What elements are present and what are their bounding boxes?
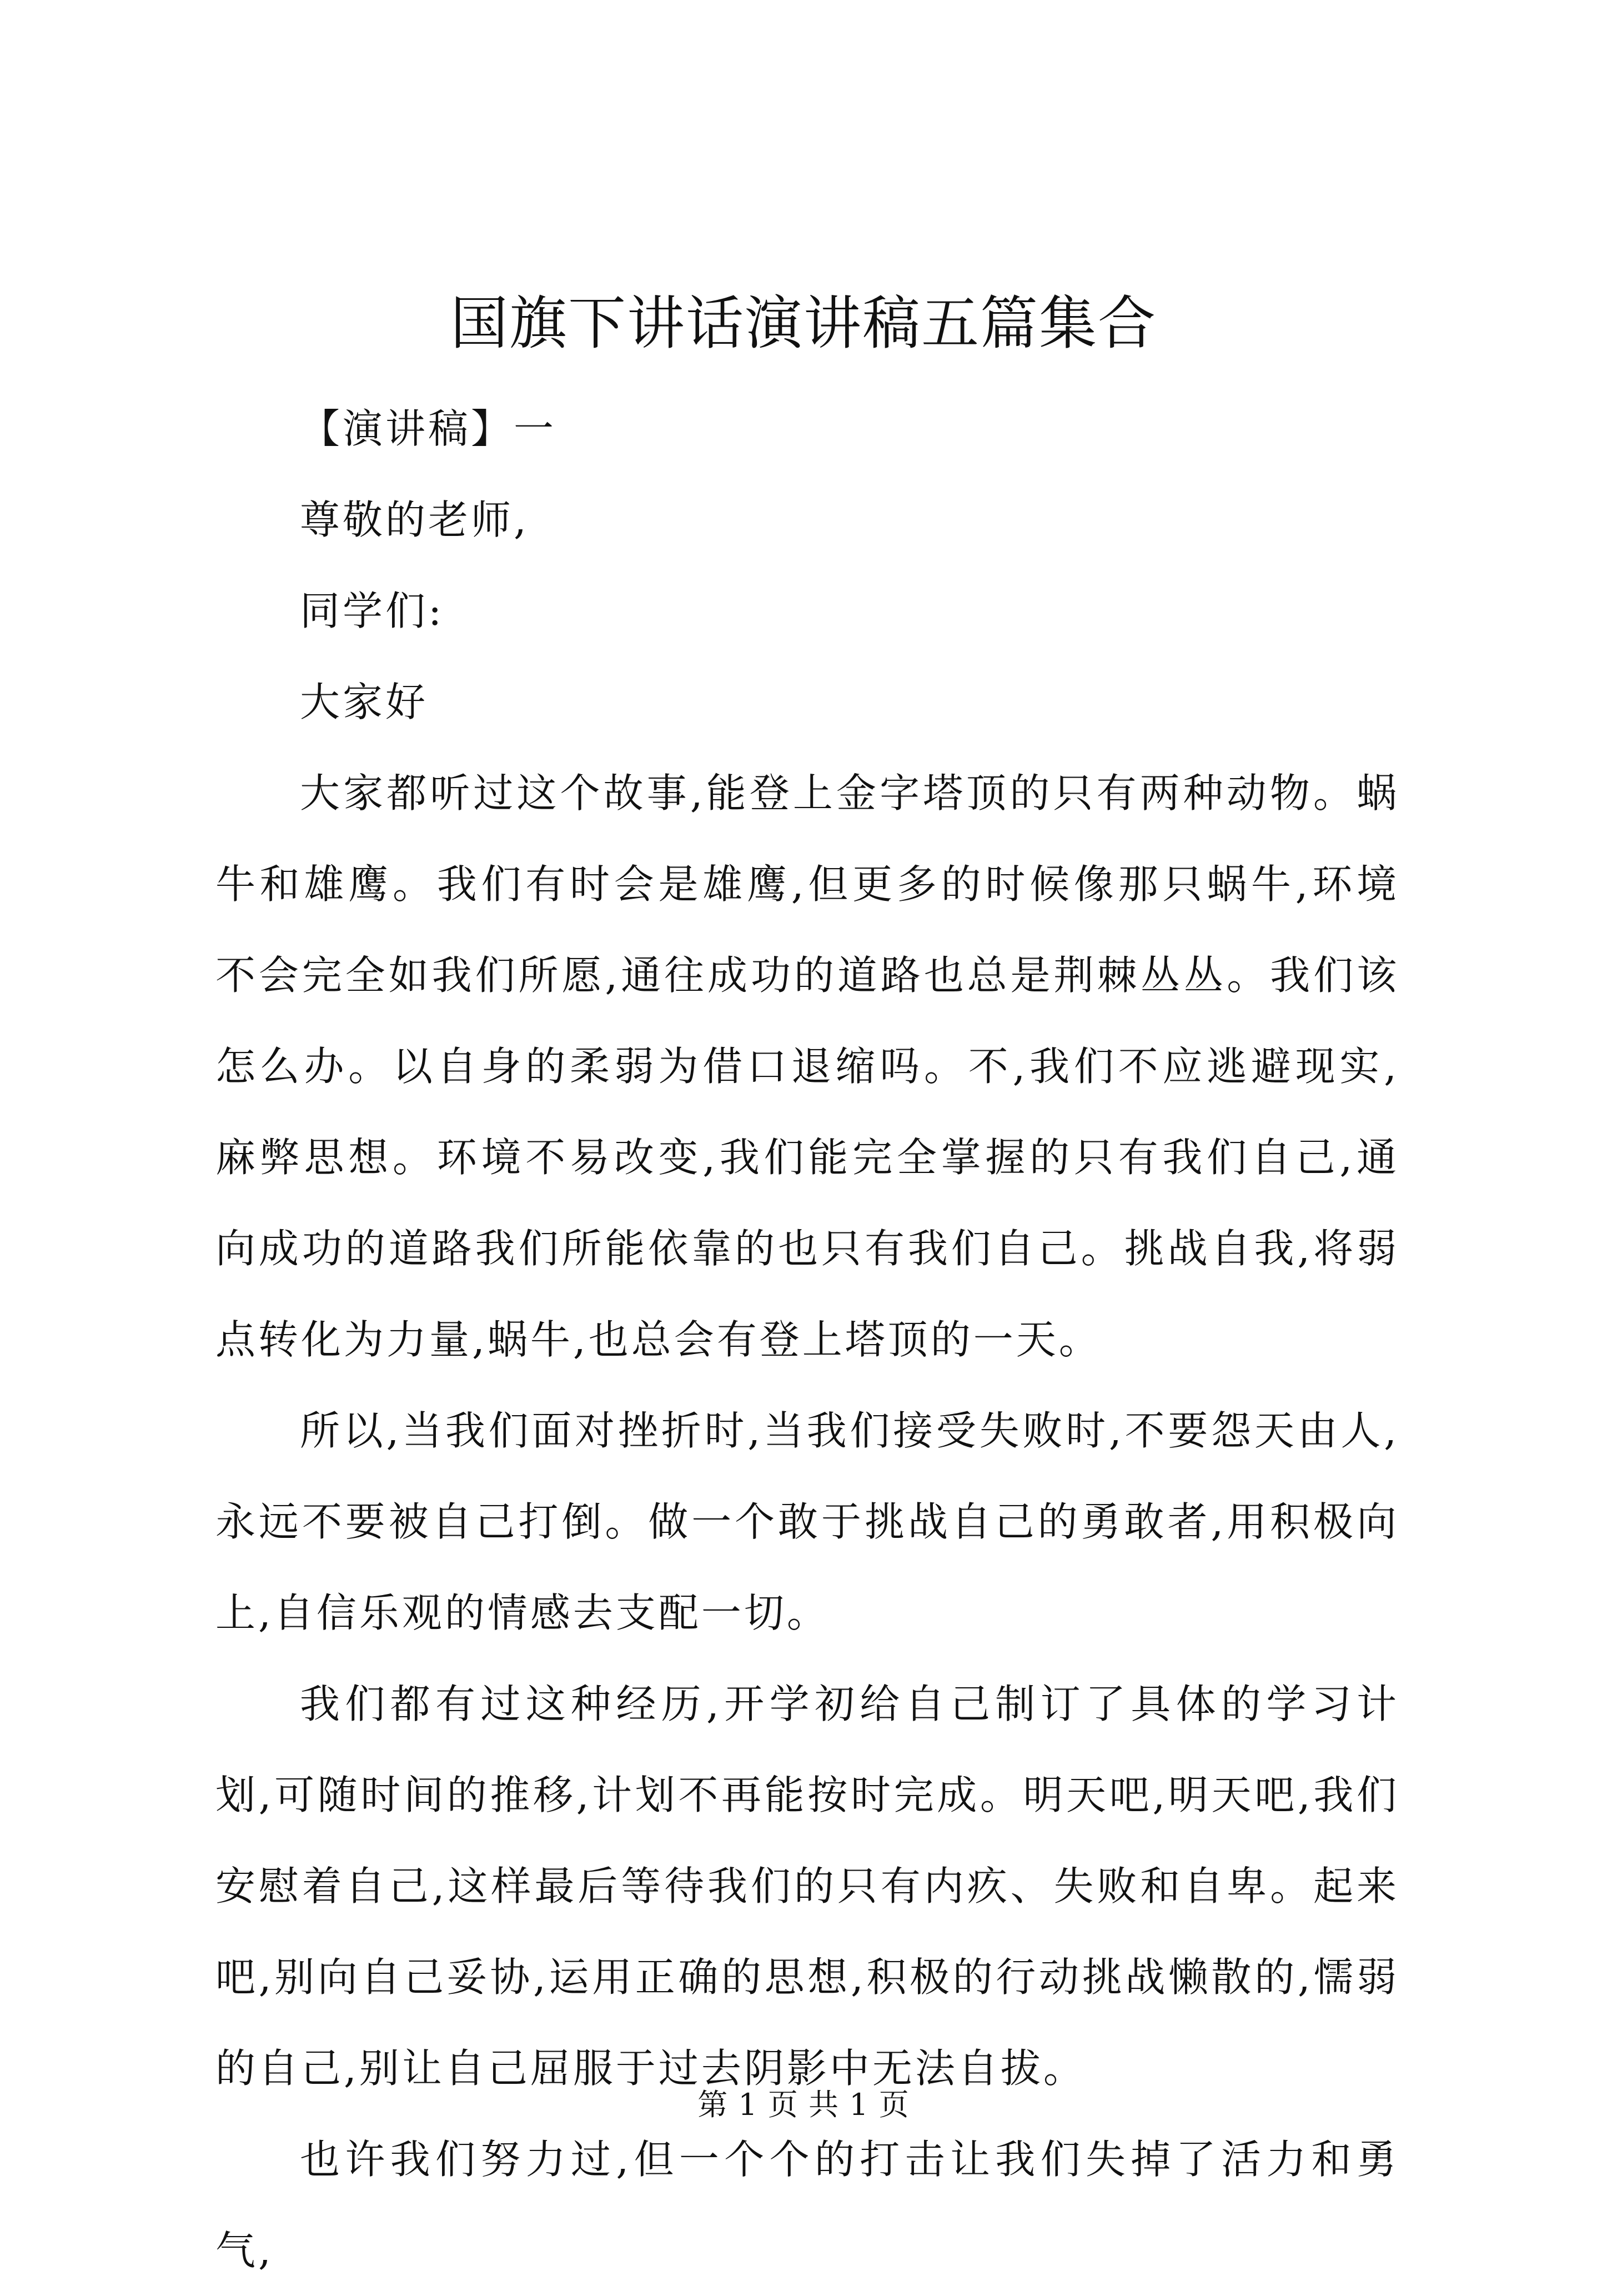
speech-heading: 【演讲稿】一 bbox=[300, 405, 557, 452]
paragraph-4: 也许我们努力过,但一个个的打击让我们失掉了活力和勇气, bbox=[215, 2136, 1399, 2274]
paragraph-2: 所以,当我们面对挫折时,当我们接受失败时,不要怨天由人,永远不要被自己打倒。做一个敢于挑战自己的勇敢者,用积极向上,自信乐观的情感去支配一切。 bbox=[215, 1407, 1399, 1636]
page-footer: 第 1 页 共 1 页 bbox=[697, 2087, 910, 2122]
salutation-teachers: 尊敬的老师, bbox=[300, 497, 529, 543]
document-title: 国旗下讲话演讲稿五篇集合 bbox=[450, 289, 1157, 357]
document-body bbox=[215, 383, 1399, 2296]
paragraph-3: 我们都有过这种经历,开学初给自己制订了具体的学习计划,可随时间的推移,计划不再能按时完成。明天吧,明天吧,我们安慰着自己,这样最后等待我们的只有内疚、失败和自卑。起来吧,别向自己妥协,运用正确的思想,积极的行动挑战懒散的,懦弱的自己,别让自己屈服于过去阴影中无法自拔。 bbox=[215, 1681, 1399, 2092]
paragraph-1: 大家都听过这个故事,能登上金字塔顶的只有两种动物。蜗牛和雄鹰。我们有时会是雄鹰,但更多的时候像那只蜗牛,环境不会完全如我们所愿,通往成功的道路也总是荆棘丛丛。我们该怎么办。以自身的柔弱为借口退缩吗。不,我们不应逃避现实,麻弊思想。环境不易改变,我们能完全掌握的只有我们自己,通向成功的道路我们所能依靠的也只有我们自己。挑战自我,将弱点转化为力量,蜗牛,也总会有登上塔顶的一天。 bbox=[215, 770, 1399, 1363]
greeting: 大家好 bbox=[300, 679, 429, 725]
salutation-students: 同学们: bbox=[300, 588, 445, 634]
